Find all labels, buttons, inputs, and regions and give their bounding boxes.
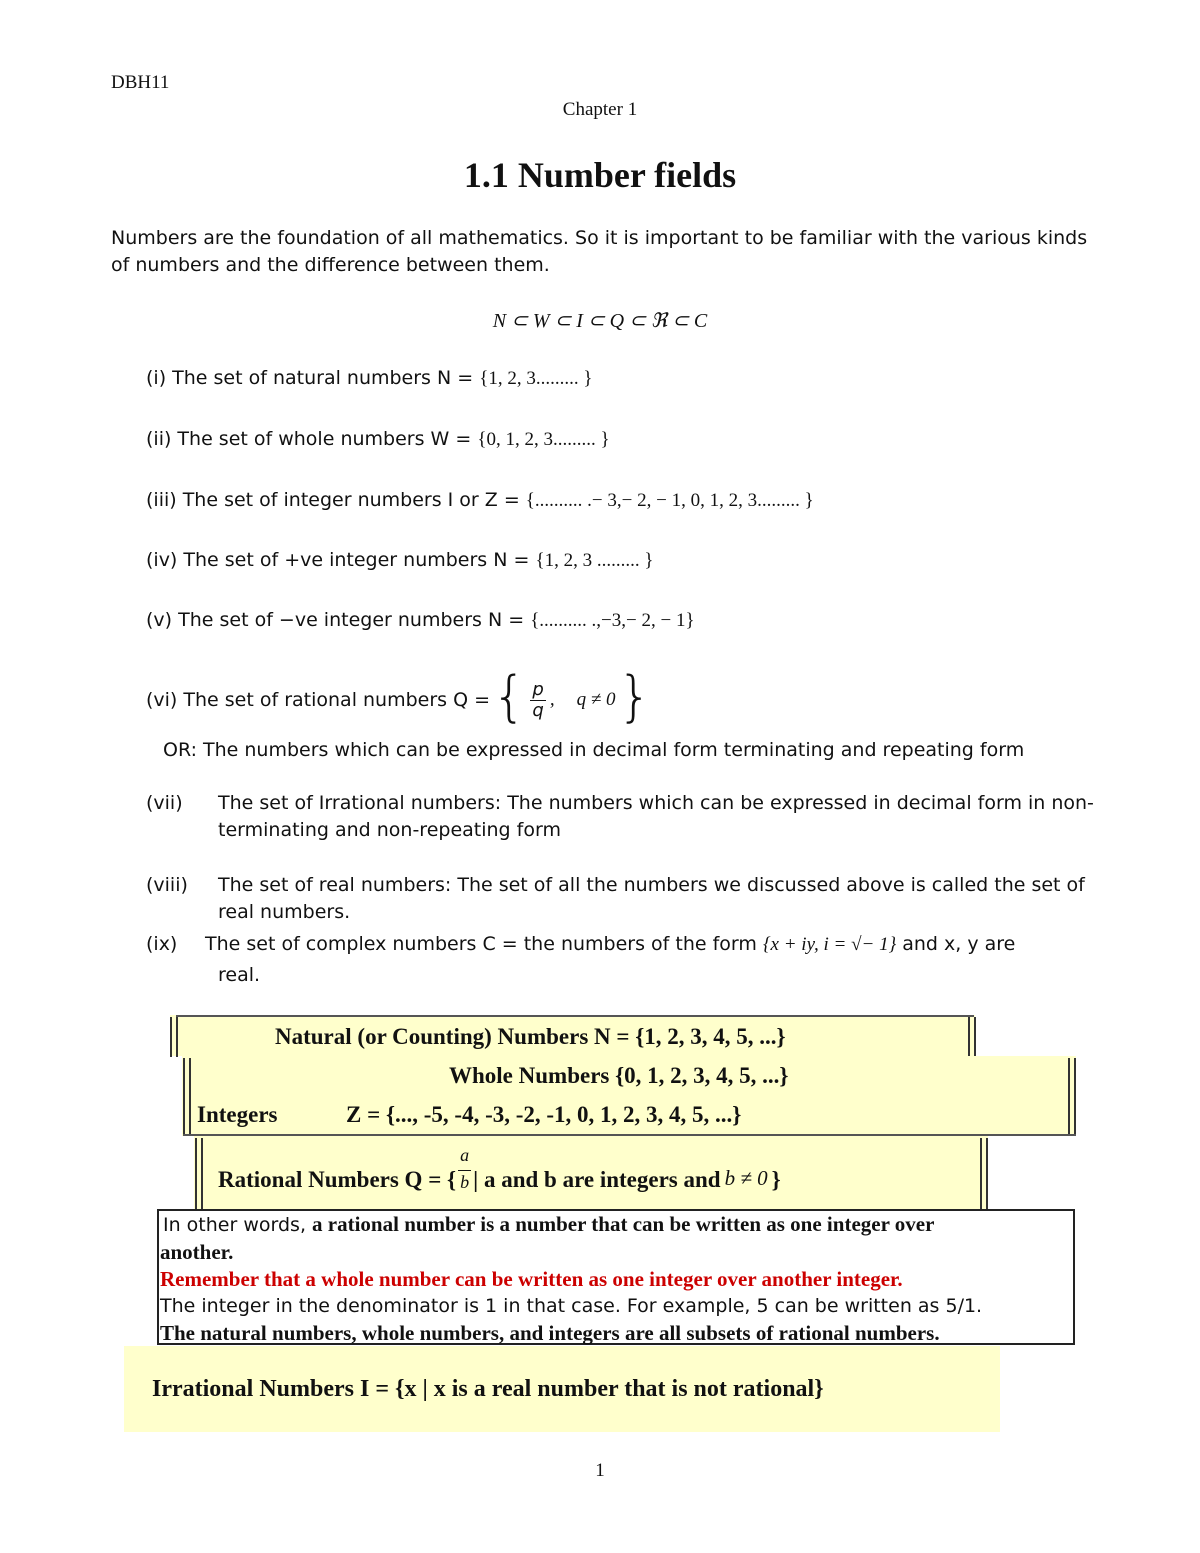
item-real-number: (viii) — [146, 874, 188, 896]
item-real-line-2: real numbers. — [218, 901, 351, 923]
item-natural-set: {1, 2, 3......... } — [479, 368, 593, 389]
note-line-4: The integer in the denominator is 1 in that case. For example, 5 can be written as 5/1. — [160, 1295, 983, 1317]
rational-condition: q ≠ 0 — [576, 689, 616, 710]
natural-box-right-bar-2 — [974, 1017, 976, 1057]
item-integer — [146, 489, 814, 512]
page-number: 1 — [595, 1460, 605, 1481]
item-positive-integer-set: {1, 2, 3 ......... } — [535, 550, 654, 571]
note-line-1 — [163, 1212, 934, 1237]
rational-mid: | a and b are integers and — [473, 1166, 721, 1192]
rational-box-left-bar — [195, 1138, 197, 1209]
fraction-numerator: p — [532, 678, 544, 700]
document-code: DBH11 — [111, 72, 170, 93]
rational-close: } — [771, 1166, 781, 1192]
item-natural — [146, 367, 592, 390]
p-over-q-fraction — [530, 680, 545, 721]
integers-set-text: Z = {..., -5, -4, -3, -2, -1, 0, 1, 2, 3, 4, 5, ...} — [346, 1102, 742, 1127]
note-line-3: Remember that a whole number can be written as one integer over another integer. — [160, 1267, 903, 1291]
note-line-2: another. — [160, 1240, 234, 1264]
rational-box-right-bar-2 — [986, 1138, 988, 1209]
integers-label: Integers — [197, 1102, 278, 1127]
item-whole-label: (ii) The set of whole numbers W = — [146, 428, 478, 450]
intro-line-1: Numbers are the foundation of all mathematics. So it is important to be familiar with the various kinds — [111, 227, 1088, 249]
natural-box-top-rule — [176, 1015, 974, 1017]
rational-box-right-bar — [980, 1138, 982, 1209]
chapter-label: Chapter 1 — [562, 99, 638, 120]
subset-chain: N ⊂ W ⊂ I ⊂ Q ⊂ ℜ ⊂ C — [492, 310, 708, 332]
item-rational — [146, 665, 652, 732]
rational-numerator: a — [458, 1146, 471, 1171]
item-whole-set: {0, 1, 2, 3......... } — [477, 429, 610, 450]
a-over-b-fraction — [458, 1146, 471, 1193]
rational-label: Rational Numbers Q = { — [218, 1166, 457, 1192]
irrational-numbers-text: Irrational Numbers I = {x | x is a real number that is not rational} — [152, 1376, 824, 1402]
item-complex-tail: and x, y are — [896, 933, 1016, 955]
whole-box-right-bar — [1068, 1058, 1070, 1134]
item-complex-line-2: real. — [218, 964, 261, 986]
note-line-5: The natural numbers, whole numbers, and integers are all subsets of rational numbers. — [160, 1321, 940, 1345]
item-irrational-line-2: terminating and non-repeating form — [218, 819, 561, 841]
fraction-denominator: q — [532, 699, 544, 721]
right-brace: } — [617, 665, 652, 728]
item-negative-integer-label: (v) The set of −ve integer numbers N = — [146, 609, 531, 631]
rational-condition-box: b ≠ 0 — [724, 1165, 768, 1190]
page-title: 1.1 Number fields — [463, 155, 737, 195]
item-natural-label: (i) The set of natural numbers N = — [146, 367, 480, 389]
item-irrational-number: (vii) — [146, 792, 183, 814]
intro-line-2: of numbers and the difference between them. — [111, 254, 550, 276]
item-rational-label: (vi) The set of rational numbers Q = — [146, 689, 491, 711]
rational-denominator: b — [460, 1171, 470, 1192]
whole-box-right-bar-2 — [1074, 1058, 1076, 1134]
item-positive-integer-label: (iv) The set of +ve integer numbers N = — [146, 549, 536, 571]
whole-box-left-bar — [183, 1058, 185, 1134]
item-real-line-1: The set of real numbers: The set of all the numbers we discussed above is called the set of — [218, 874, 1085, 896]
rational-numbers-text — [218, 1146, 781, 1193]
item-integer-set: {.......... .− 3,− 2, − 1, 0, 1, 2, 3......... } — [525, 490, 814, 511]
natural-box-left-bar-2 — [176, 1017, 178, 1057]
whole-numbers-text: Whole Numbers {0, 1, 2, 3, 4, 5, ...} — [449, 1063, 789, 1088]
item-complex-set: {x + iy, i = √− 1} — [762, 934, 897, 955]
item-irrational-line-1: The set of Irrational numbers: The numbers which can be expressed in decimal form in non- — [218, 792, 1094, 814]
note-line-1-bold: a rational number is a number that can be written as one integer over — [312, 1212, 935, 1236]
item-positive-integer — [146, 549, 653, 572]
item-complex-line-1 — [205, 933, 1015, 956]
left-brace: { — [492, 665, 527, 728]
fraction-comma: , — [549, 689, 555, 710]
note-line-1-plain: In other words, — [163, 1214, 313, 1236]
item-negative-integer-set: {.......... .,−3,− 2, − 1} — [530, 610, 695, 631]
natural-numbers-text: Natural (or Counting) Numbers N = {1, 2, 3, 4, 5, ...} — [275, 1024, 786, 1049]
item-whole — [146, 428, 610, 451]
item-integer-label: (iii) The set of integer numbers I or Z = — [146, 489, 526, 511]
item-negative-integer — [146, 609, 695, 632]
rational-box-left-bar-2 — [201, 1138, 203, 1209]
item-complex-text: The set of complex numbers C = the numbers of the form — [205, 933, 763, 955]
natural-box-right-bar — [968, 1017, 970, 1057]
whole-box-left-bar-2 — [189, 1058, 191, 1134]
rational-or-note: OR: The numbers which can be expressed in decimal form terminating and repeating form — [163, 739, 1025, 761]
item-complex-number: (ix) — [146, 933, 178, 955]
natural-box-left-bar — [170, 1017, 172, 1057]
